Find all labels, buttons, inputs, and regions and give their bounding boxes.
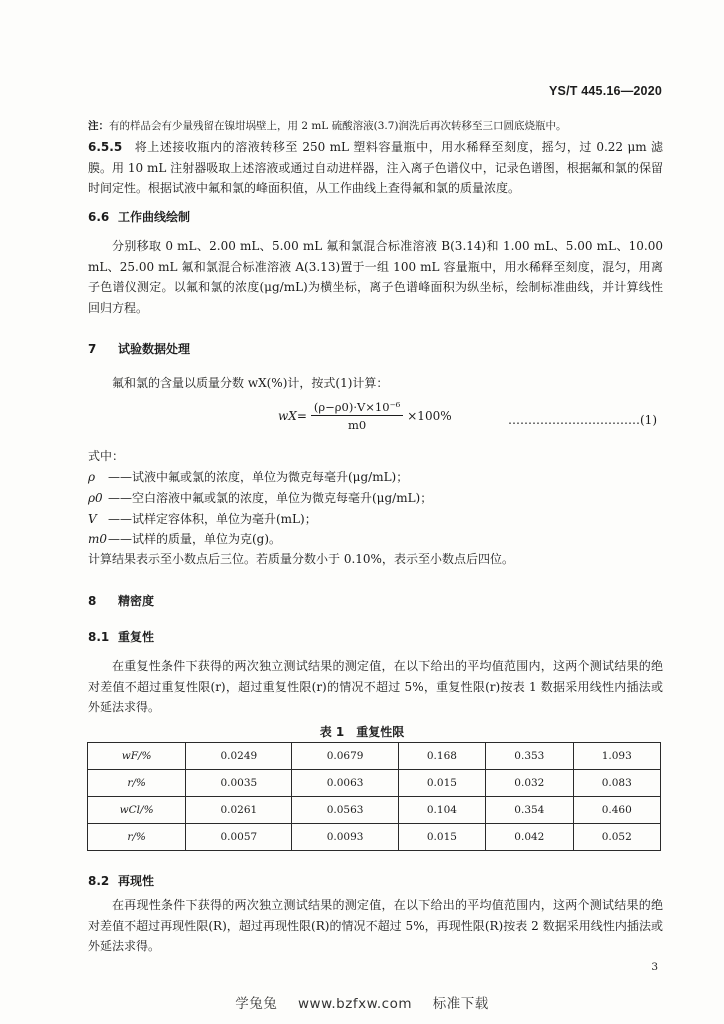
section-title: 重复性 [118,630,155,644]
section-8-2-heading [88,872,154,889]
table-cell: 0.052 [573,824,660,851]
table-cell: 0.015 [398,770,485,797]
clause-text: 将上述接收瓶内的溶液转移至 250 mL 塑料容量瓶中，用水稀释至刻度，摇匀，过 0.22 μm 滤膜。用 10 mL 注射器吸取上述溶液或通过自动进样器，注入离子色谱仪中，记录色谱图，根据氟和氯的保留时间定性。根据试液中氟和氯的峰面积值，从工作曲线上查得氟和氯的质量浓度。 [88,140,663,195]
section-title: 精密度 [118,594,155,608]
table-cell: 0.042 [486,824,573,851]
table-cell: 0.083 [573,770,660,797]
where-label: 式中： [88,449,125,463]
legend-item [88,510,668,527]
section-title: 工作曲线绘制 [118,210,191,224]
table-row [88,770,661,797]
result-rule: 计算结果表示至小数点后三位。若质量分数小于 0.10%，表示至小数点后四位。 [88,552,514,566]
table-cell: 0.353 [486,743,573,770]
table-cell: 0.460 [573,797,660,824]
row-label: r/% [88,824,186,851]
section-8-2-text: 在再现性条件下获得的两次独立测试结果的测定值，在以下给出的平均值范围内，这两个测试结果的绝对差值不超过再现性限(R)，超过再现性限(R)的情况不超过 5%，再现性限(R)按表 2 数据采用线性内插法或外延法求得。 [88,898,663,953]
standard-number: YS/T 445.16—2020 [549,84,662,98]
formula-numerator: (ρ−ρ0)·V×10⁻⁶ [311,400,403,416]
section-title: 试验数据处理 [118,342,191,356]
legend-item [88,530,668,547]
footer-tagline: 标准下载 [432,996,489,1012]
legend-symbol: ρ [88,470,96,484]
section-number: 8.1 [88,630,110,644]
legend-symbol: ρ0 [88,491,103,505]
section-7-heading [88,340,190,357]
legend-text: ——试样的质量，单位为克(g)。 [108,532,282,546]
legend-text: ——试样定容体积，单位为毫升(mL)； [108,512,317,526]
table-cell: 0.0563 [292,797,398,824]
table-cell: 0.0063 [292,770,398,797]
section-number: 8.2 [88,874,110,888]
footer-site-name: 学兔兔 [235,996,278,1012]
formula-fraction [311,400,403,432]
legend-text: ——空白溶液中氟或氯的浓度，单位为微克每毫升(μg/mL)； [108,491,433,505]
clause-6-5-5 [88,137,663,199]
table-cell: 0.104 [398,797,485,824]
table-1-title: 表 1 重复性限 [319,725,405,739]
legend-symbol: V [88,512,97,526]
row-label: wF/% [88,743,186,770]
section-8-1-heading [88,628,154,645]
section-6-6-heading [88,208,190,225]
table-cell: 0.0093 [292,824,398,851]
row-label: r/% [88,770,186,797]
table-cell: 0.0261 [186,797,292,824]
legend-item [88,489,668,506]
table-row [88,824,661,851]
row-label: wCl/% [88,797,186,824]
table-cell: 0.0035 [186,770,292,797]
note [88,118,668,134]
table-row [88,743,661,770]
note-label: 注： [88,120,109,132]
formula-reference: ……………………………(1) [508,413,657,427]
formula-1 [278,400,452,432]
repeatability-table [87,742,661,851]
formula-lhs: wX [278,409,297,423]
table-cell: 0.0057 [186,824,292,851]
legend-symbol: m0 [88,532,108,546]
legend-item [88,468,668,485]
section-8-1-text: 在重复性条件下获得的两次独立测试结果的测定值，在以下给出的平均值范围内，这两个测试结果的绝对差值不超过重复性限(r)，超过重复性限(r)的情况不超过 5%，重复性限(r)按表 1 数据采用线性内插法或外延法求得。 [88,659,663,714]
clause-number: 6.5.5 [88,140,123,154]
section-title: 再现性 [118,874,155,888]
table-cell: 0.354 [486,797,573,824]
section-7-intro: 氟和氯的含量以质量分数 wX(%)计，按式(1)计算： [112,376,389,390]
section-number: 8 [88,594,97,608]
table-cell: 0.032 [486,770,573,797]
table-row [88,797,661,824]
table-cell: 0.0249 [186,743,292,770]
table-cell: 0.0679 [292,743,398,770]
formula-equals: = [296,409,307,423]
table-cell: 0.168 [398,743,485,770]
footer [0,992,724,1012]
table-cell: 0.015 [398,824,485,851]
section-number: 7 [88,342,97,356]
note-text: 有的样品会有少量残留在镍坩埚壁上，用 2 mL 硫酸溶液(3.7)润洗后再次转移至三口圆底烧瓶中。 [109,120,567,132]
page-number: 3 [651,961,658,973]
formula-tail: ×100% [407,409,452,423]
section-6-6-text: 分别移取 0 mL、2.00 mL、5.00 mL 氟和氯混合标准溶液 B(3.14)和 1.00 mL、5.00 mL、10.00 mL、25.00 mL 氟和氯混合标准溶液 A(3.13)置于一组 100 mL 容量瓶中，用水稀释至刻度，混匀，用离子色谱仪测定。以氟和氯的浓度(μg/mL)为横坐标，离子色谱峰面积为纵坐标，绘制标准曲线，并计算线性回归方程。 [88,239,663,315]
table-cell: 1.093 [573,743,660,770]
section-8-heading [88,592,154,609]
formula-denominator: m0 [347,418,367,432]
section-number: 6.6 [88,210,110,224]
legend-text: ——试液中氟或氯的浓度，单位为微克每毫升(μg/mL)； [108,470,409,484]
footer-url[interactable]: www.bzfxw.com [298,996,412,1012]
